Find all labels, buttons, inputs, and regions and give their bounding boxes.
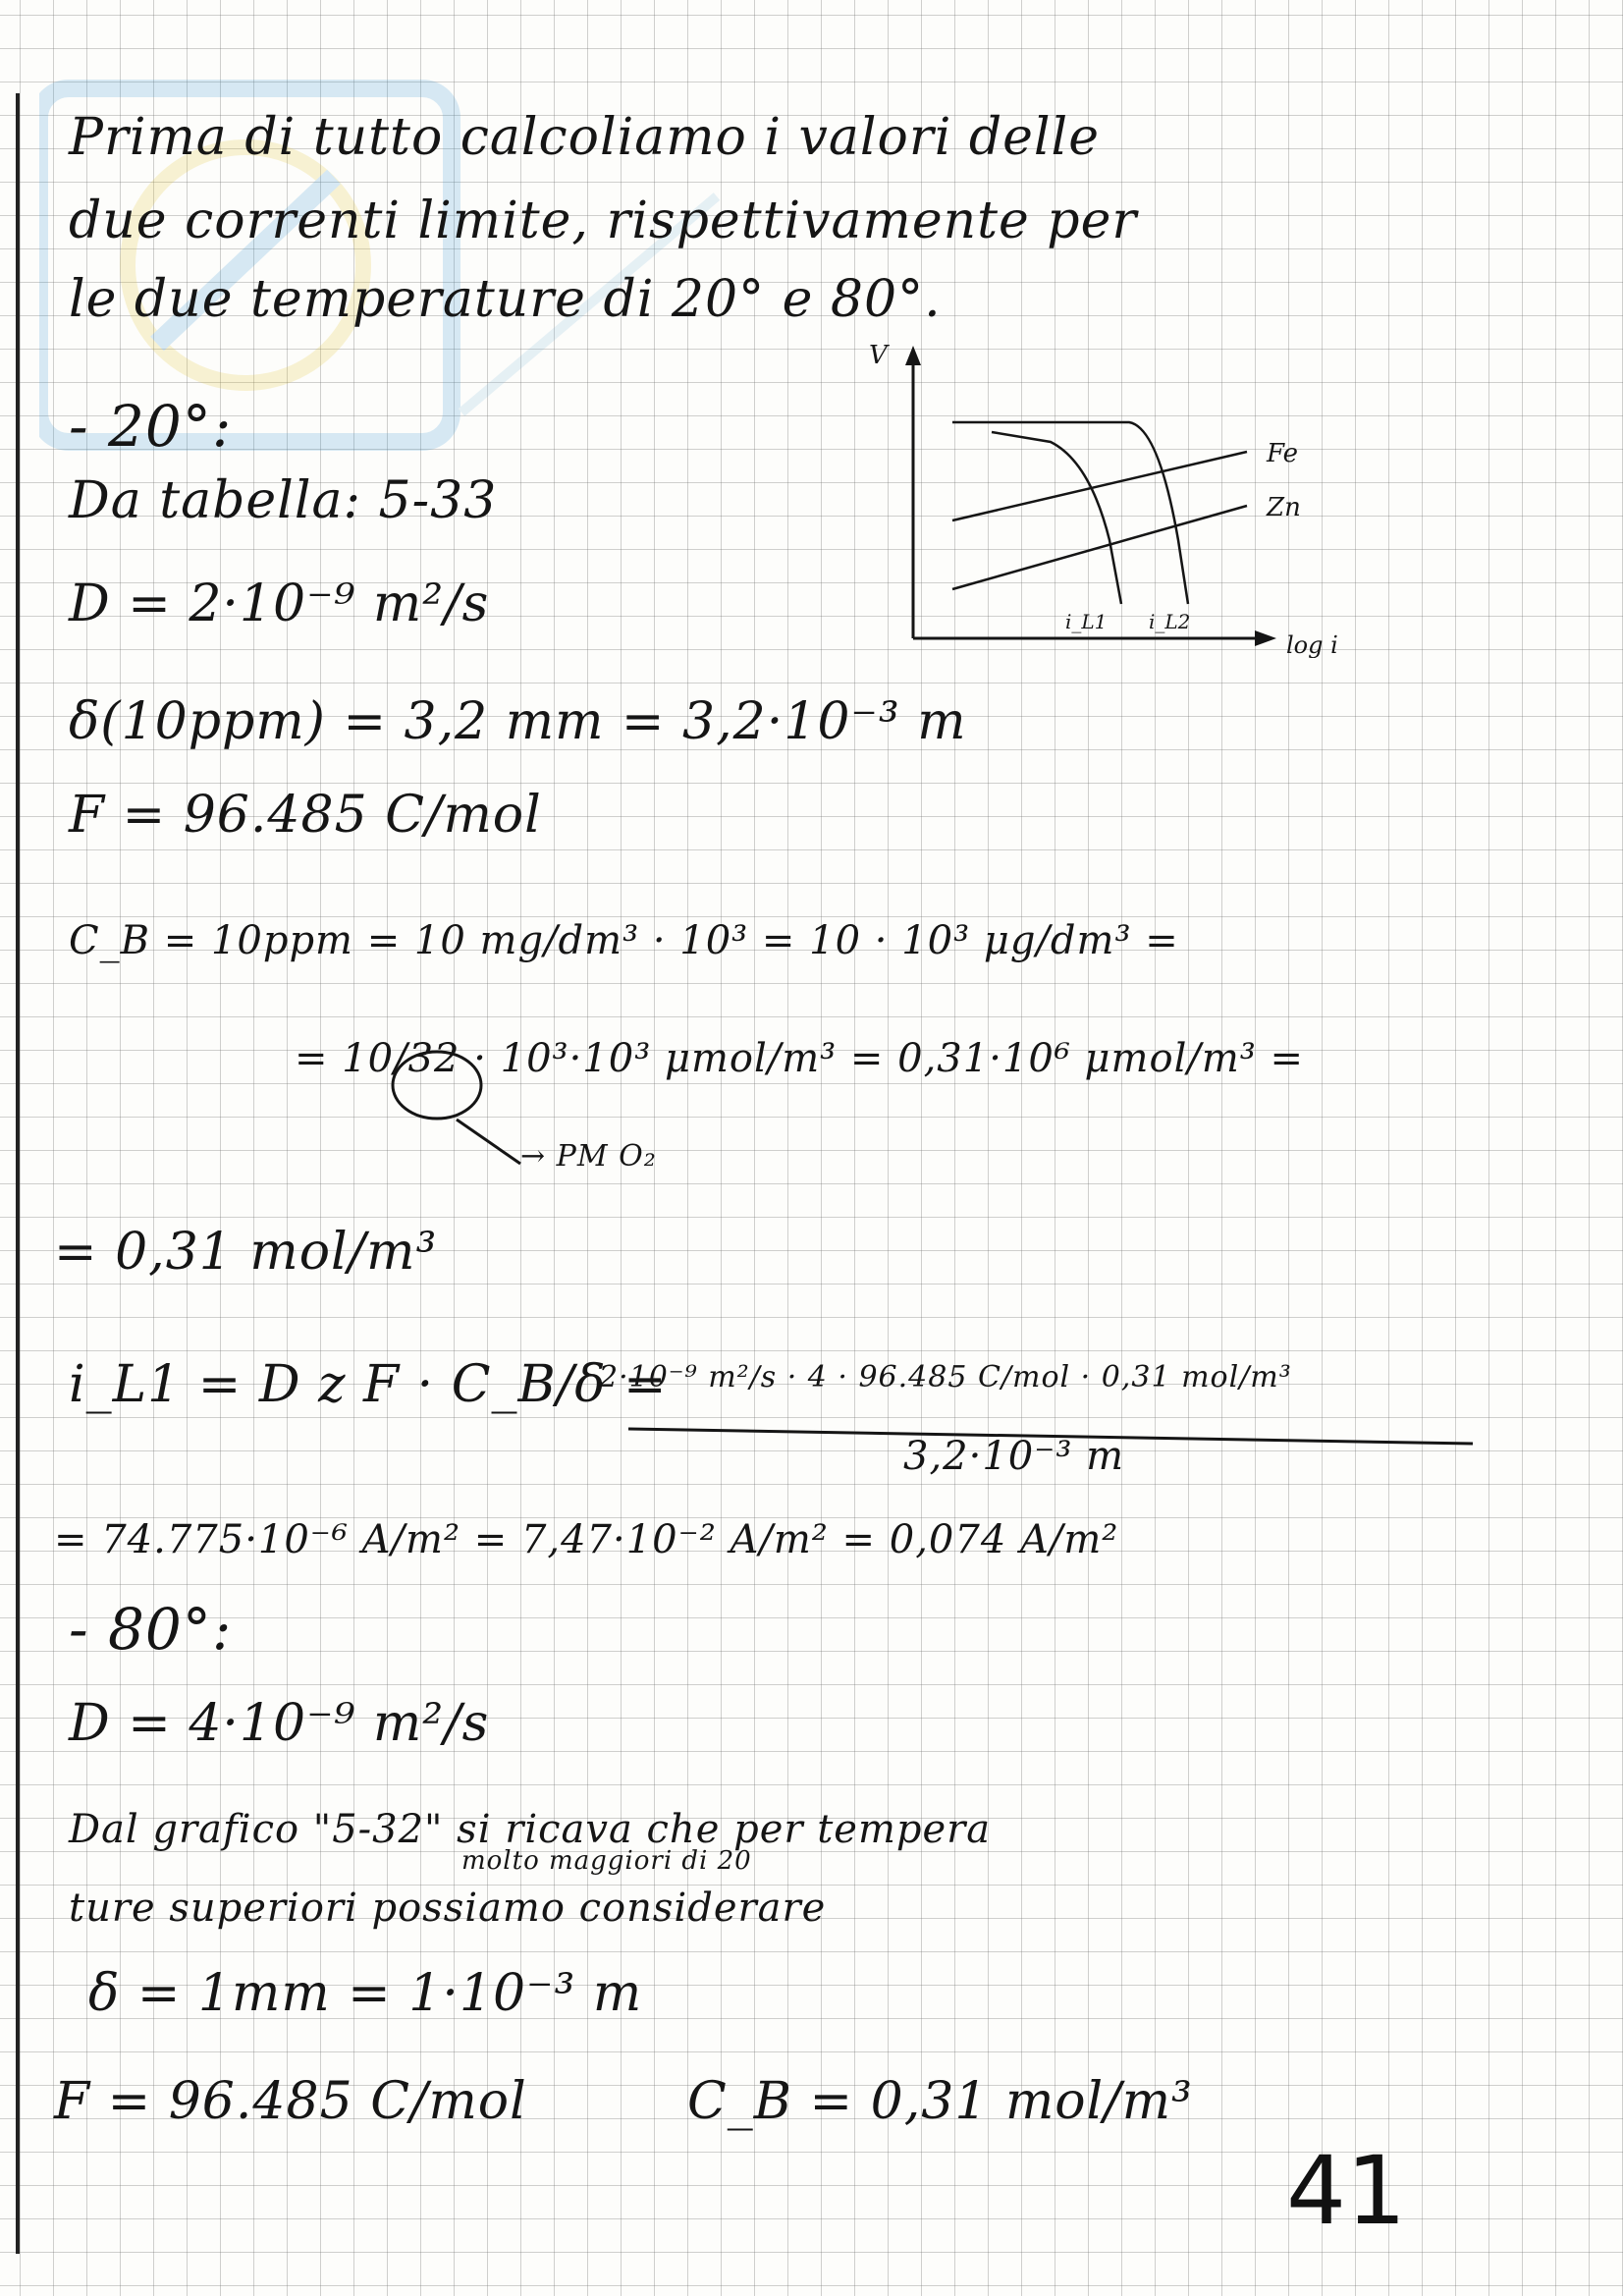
section-80-heading: - 80°: bbox=[69, 1596, 233, 1663]
section-80-graph-insert: molto maggiori di 20 bbox=[461, 1846, 752, 1876]
section-80-diffusion: D = 4·10⁻⁹ m²/s bbox=[69, 1694, 490, 1753]
page-number: 41 bbox=[1286, 2136, 1407, 2246]
limit-curve-1 bbox=[992, 432, 1121, 604]
il1-mark: i_L1 bbox=[1065, 610, 1108, 633]
section-20-cb-line-2: = 10/32 · 10³·10³ μmol/m³ = 0,31·10⁶ μmol/m³ = bbox=[295, 1036, 1305, 1081]
section-20-il1-result: = 74.775·10⁻⁶ A/m² = 7,47·10⁻² A/m² = 0,074 A/m² bbox=[54, 1517, 1119, 1562]
section-20-il1-denominator: 3,2·10⁻³ m bbox=[903, 1434, 1125, 1479]
arrow-to-pm bbox=[457, 1120, 520, 1164]
section-80-cb: C_B = 0,31 mol/m³ bbox=[687, 2072, 1193, 2131]
fraction-bar bbox=[628, 1429, 1473, 1444]
section-80-delta: δ = 1mm = 1·10⁻³ m bbox=[88, 1964, 643, 2023]
y-axis-arrow-icon bbox=[905, 346, 921, 365]
section-20-faraday: F = 96.485 C/mol bbox=[69, 786, 542, 845]
section-20-il1-numerator: 2·10⁻⁹ m²/s · 4 · 96.485 C/mol · 0,31 mol/m³ bbox=[599, 1360, 1292, 1394]
section-20-pm-note: → PM O₂ bbox=[520, 1139, 657, 1174]
intro-line-1: Prima di tutto calcoliamo i valori delle bbox=[69, 108, 1100, 167]
section-20-delta: δ(10ppm) = 3,2 mm = 3,2·10⁻³ m bbox=[69, 692, 967, 751]
polarization-sketch bbox=[864, 344, 1414, 658]
section-20-cb-line-1: C_B = 10ppm = 10 mg/dm³ · 10³ = 10 · 10³ μg/dm³ = bbox=[69, 918, 1179, 963]
section-20-heading: - 20°: bbox=[69, 393, 233, 460]
section-80-faraday: F = 96.485 C/mol bbox=[54, 2072, 527, 2131]
section-20-diffusion: D = 2·10⁻⁹ m²/s bbox=[69, 574, 490, 633]
zn-line bbox=[952, 506, 1247, 589]
zn-label: Zn bbox=[1267, 493, 1301, 522]
section-20-cb-line-3: = 0,31 mol/m³ bbox=[54, 1223, 438, 1282]
x-axis-arrow-icon bbox=[1255, 630, 1276, 646]
section-20-il1-lhs: i_L1 = D z F · C_B/δ = bbox=[69, 1355, 668, 1414]
intro-line-2: due correnti limite, rispettivamente per bbox=[69, 191, 1138, 250]
fe-label: Fe bbox=[1267, 439, 1299, 468]
section-80-graph-line-1: Dal grafico "5-32" si ricava che per tempera bbox=[69, 1807, 992, 1852]
intro-line-3: le due temperature di 20° e 80°. bbox=[69, 270, 942, 329]
il2-mark: i_L2 bbox=[1149, 610, 1191, 633]
x-axis-label: log i bbox=[1286, 631, 1338, 658]
y-axis-label: V bbox=[869, 344, 888, 370]
section-20-table-ref: Da tabella: 5-33 bbox=[69, 471, 498, 530]
section-80-graph-line-2: ture superiori possiamo considerare bbox=[69, 1886, 827, 1931]
circle-32 bbox=[393, 1052, 481, 1119]
